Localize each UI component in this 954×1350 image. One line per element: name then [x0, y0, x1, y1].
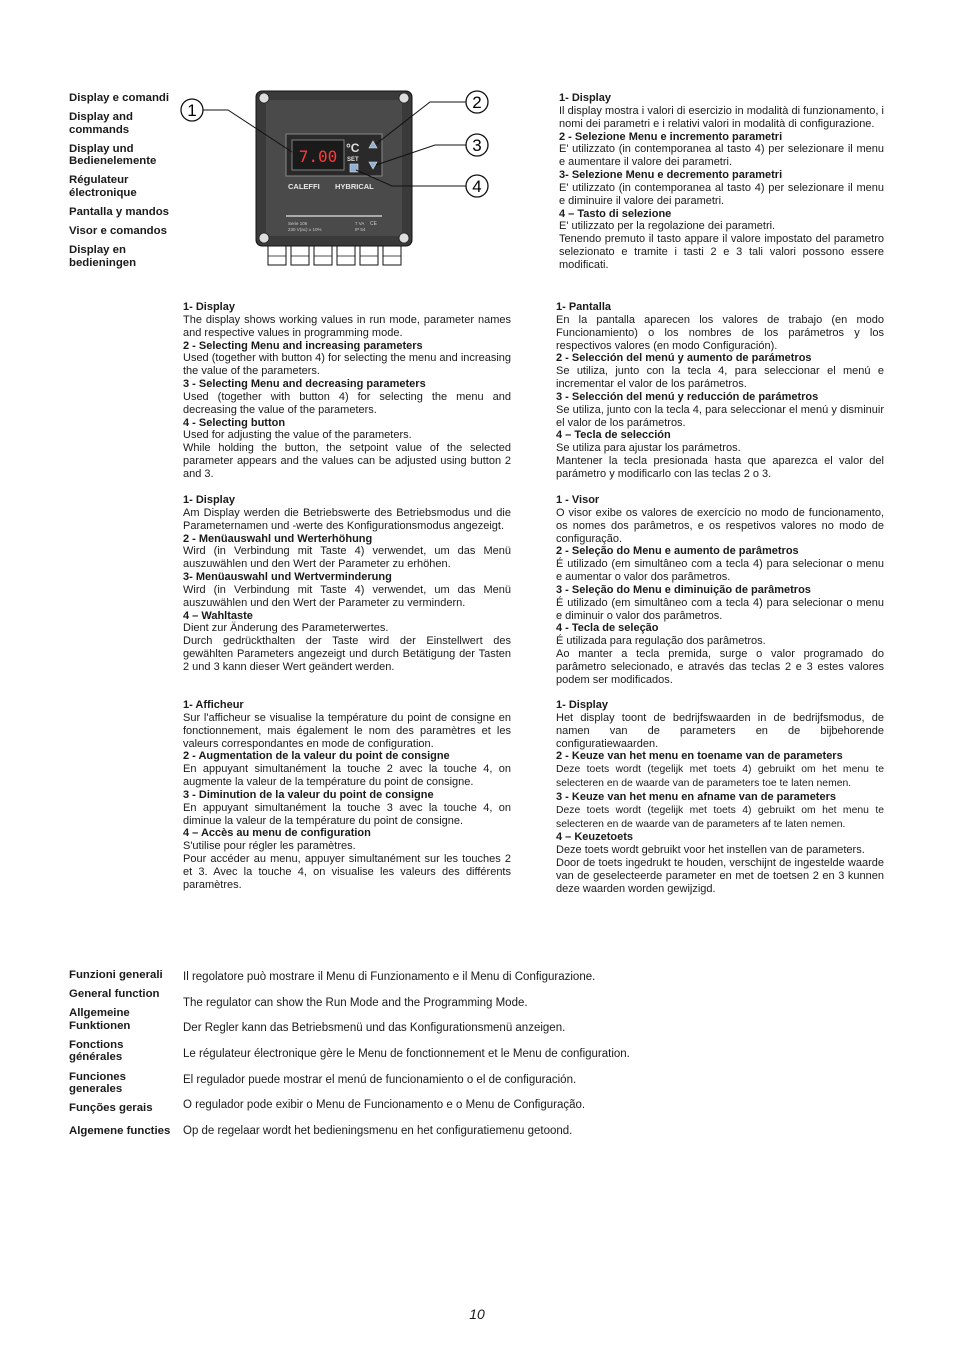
- nl-t2: Deze toets wordt (tegelijk met toets 4) gebruikt om het menu te selecteren en de waarde van de parameters toe te laten nemen.: [556, 764, 884, 790]
- fr-t3: En appuyant simultanément la touche 3 avec la touche 4, on diminue la valeur de la température du point de consigne.: [183, 801, 511, 827]
- nl-t3: Deze toets wordt (tegelijk met toets 4) gebruikt om het menu te selecteren en de waarde van de parameters af te laten nemen.: [556, 804, 884, 830]
- pt-t4: É utilizada para regulação dos parâmetros.: [556, 635, 766, 648]
- en-h4: 4 - Selecting button: [183, 416, 286, 429]
- nl-h3: 3 - Keuze van het menu en afname van de parameters: [556, 790, 836, 803]
- sidebar-display-labels: [69, 92, 179, 276]
- callout-4: 4: [472, 177, 482, 196]
- fr-t2: En appuyant simultanément la touche 2 avec la touche 4, on augmente la valeur de la température du point de consigne.: [183, 763, 511, 789]
- en-t4: Used for adjusting the value of the parameters.: [183, 429, 412, 442]
- label-display-en: Display and commands: [69, 111, 133, 136]
- plate-ip: IP 54: [355, 227, 366, 232]
- nl-t1: Het display toont de bedrijfswaarden in de bedrijfsmodus, de namen van de parameters en de bijbehorende configuratiewaarden.: [556, 711, 884, 750]
- section-en: [183, 301, 511, 481]
- callout-1: 1: [187, 101, 197, 120]
- it-h3: 3- Selezione Menu e decremento parametri: [559, 169, 783, 182]
- fr-h2: 2 - Augmentation de la valeur du point de consigne: [183, 750, 450, 763]
- nl-h4: 4 – Keuzetoets: [556, 831, 634, 844]
- it-t5: Tenendo premuto il tasto appare il valore impostato del parametro selezionato e tramite i tasti 2 e 3 tali valori possono essere modificati.: [559, 233, 884, 271]
- it-h1: 1- Display: [559, 92, 611, 104]
- label-general-it: Funzioni generali: [69, 969, 163, 981]
- section-it: [559, 92, 884, 272]
- pt-t3: É utilizado (em simultâneo com a tecla 4) para selecionar o menu e diminuir o valor dos parâmetros.: [556, 596, 884, 622]
- section-fr: [183, 699, 511, 892]
- en-h3: 3 - Selecting Menu and decreasing parameters: [183, 378, 426, 391]
- it-t3: E' utilizzato (in contemporanea al tasto 4) per selezionare il menu e diminuire il valore dei parametri.: [559, 181, 884, 207]
- general-en: The regulator can show the Run Mode and the Programming Mode.: [183, 996, 528, 1009]
- label-display-es: Pantalla y mandos: [69, 206, 170, 219]
- de-h3: 3- Menüauswahl und Wertverminderung: [183, 571, 392, 584]
- section-pt: [556, 494, 884, 687]
- lcd-value: 7.00: [298, 147, 338, 166]
- label-display-pt: Visor e comandos: [69, 225, 167, 238]
- it-h4: 4 – Tasto di selezione: [559, 207, 672, 220]
- label-general-en: General function: [69, 988, 160, 1001]
- plate-voltage: 230 V(ac) ± 10%: [288, 227, 322, 232]
- es-t4: Se utiliza para ajustar los parámetros.: [556, 442, 741, 455]
- es-t5: Mantener la tecla presionada hasta que aparezca el valor del parámetro y modificarlo con las teclas 2 o 3.: [556, 455, 884, 480]
- it-t2: E' utilizzato (in contemporanea al tasto 4) per selezionare il menu e aumentare il valore dei parametri.: [559, 143, 884, 169]
- de-h4: 4 – Wahltaste: [183, 609, 253, 622]
- label-display-nl: Display en bedieningen: [69, 244, 137, 269]
- it-t1: Il display mostra i valori di esercizio in modalità di funzionamento, i nomi dei parametri e i relativi valori in modalità di configurazione.: [559, 104, 884, 130]
- nl-t5: Door de toets ingedrukt te houden, verschijnt de ingestelde waarde van de geselecteerde parameter en met de toetsen 2 en 3 kunnen deze waarden worden gewijzigd.: [556, 857, 884, 895]
- en-t3: Used (together with button 4) for selecting the menu and decreasing the value of the parameters.: [183, 390, 511, 416]
- general-es: El regulador puede mostrar el menú de funcionamiento o el de configuración.: [183, 1073, 577, 1086]
- en-h1: 1- Display: [183, 301, 235, 313]
- fr-t4: S'utilise pour régler les paramètres.: [183, 840, 356, 853]
- en-t5: While holding the button, the setpoint value of the selected parameter appears and the values can be adjusted using button 2 and 3.: [183, 442, 511, 480]
- label-general-es: Funciones generales: [69, 1070, 126, 1096]
- general-function-text: [183, 970, 883, 1150]
- section-nl: [556, 699, 884, 896]
- it-h2: 2 - Selezione Menu e incremento parametri: [559, 130, 783, 143]
- label-general-pt: Funções gerais: [69, 1102, 153, 1115]
- set-label: SET: [347, 157, 359, 163]
- nl-t4: Deze toets wordt gebruikt voor het instellen van de parameters.: [556, 844, 865, 857]
- label-general-fr: Fonctions générales: [69, 1038, 124, 1064]
- label-display-it: Display e comandi: [69, 92, 170, 104]
- de-t2: Wird (in Verbindung mit Taste 4) verwendet, um das Menü auszuwählen und den Wert der Parameter zu erhöhen.: [183, 545, 511, 571]
- en-h2: 2 - Selecting Menu and increasing parameters: [183, 339, 423, 352]
- de-t4: Dient zur Änderung des Parameterwertes.: [183, 622, 389, 635]
- product-logo: HYBRICAL: [335, 182, 374, 191]
- es-t2: Se utiliza, junto con la tecla 4, para seleccionar el menú e incrementar el valor de los parámetros.: [556, 365, 884, 391]
- section-de: [183, 494, 511, 674]
- plate-mark: CE: [370, 221, 377, 227]
- callout-3: 3: [472, 136, 482, 155]
- pt-h3: 3 - Seleção do Menu e diminuição de parâmetros: [556, 583, 811, 596]
- de-t3: Wird (in Verbindung mit Taste 4) verwendet, um das Menü auszuwählen und den Wert der Parameter zu vermindern.: [183, 583, 511, 609]
- es-t3: Se utiliza, junto con la tecla 4, para seleccionar el menú y disminuir el valor de los parámetros.: [556, 403, 884, 429]
- nl-h2: 2 - Keuze van het menu en toename van de parameters: [556, 750, 843, 763]
- pt-t1: O visor exibe os valores de exercício no modo de funcionamento, os nomes dos parâmetros, e os respetivos valores no modo de configuração.: [556, 506, 884, 545]
- plate-series: Serie 106: [288, 221, 308, 226]
- cable-glands: [268, 246, 401, 265]
- section-es: [556, 301, 884, 481]
- sidebar-general-labels: [69, 969, 179, 1144]
- de-t5: Durch gedrückthalten der Taste wird der Einstellwert des gewählten Parameters angezeigt und durch Betätigung der Tasten 2 und 3 kann dieser Wert geändert werden.: [183, 635, 511, 673]
- fr-h4: 4 – Accès au menu de configuration: [183, 827, 371, 840]
- general-fr: Le régulateur électronique gère le Menu de fonctionnement et le Menu de configuration.: [183, 1048, 630, 1061]
- en-t1: The display shows working values in run mode, parameter names and respective values in programming mode.: [183, 313, 511, 339]
- es-h4: 4 – Tecla de selección: [556, 429, 671, 442]
- es-t1: En la pantalla aparecen los valores de trabajo (en modo Funcionamiento) o los nombres de los parámetros y los respectivos valores (en modo Configuración).: [556, 313, 884, 352]
- page-number: 10: [469, 1306, 485, 1322]
- plate-power: 7 VA: [355, 221, 365, 226]
- label-display-fr: Régulateur électronique: [69, 174, 137, 200]
- de-h1: 1- Display: [183, 494, 235, 506]
- en-t2: Used (together with button 4) for selecting the menu and increasing the value of the parameters.: [183, 352, 511, 378]
- general-it: Il regolatore può mostrare il Menu di Funzionamento e il Menu di Configurazione.: [183, 971, 596, 983]
- pt-h2: 2 - Seleção do Menu e aumento de parâmetros: [556, 545, 799, 558]
- general-de: Der Regler kann das Betriebsmenü und das Konfigurationsmenü anzeigen.: [183, 1022, 566, 1035]
- general-pt: O regulador pode exibir o Menu de Funcionamento e o Menu de Configuração.: [183, 1099, 586, 1112]
- pt-h4: 4 - Tecla de seleção: [556, 622, 659, 635]
- nl-h1: 1- Display: [556, 699, 608, 711]
- de-h2: 2 - Menüauswahl und Werterhöhung: [183, 532, 373, 545]
- pt-t2: É utilizado (em simultâneo com a tecla 4) para selecionar o menu e aumentar o valor dos parâmetros.: [556, 558, 884, 584]
- controller-illustration: [170, 86, 500, 276]
- fr-h1: 1- Afficheur: [183, 699, 244, 711]
- it-t4: E' utilizzato per la regolazione dei parametri.: [559, 220, 776, 233]
- pt-h1: 1 - Visor: [556, 494, 600, 506]
- label-display-de: Display und Bedienelemente: [69, 142, 157, 168]
- de-t1: Am Display werden die Betriebswerte des Betriebsmodus und die Parameternamen und -werte des Konfigurationsmodus angezeigt.: [183, 506, 511, 532]
- fr-t5: Pour accéder au menu, appuyer simultanément sur les touches 2 et 3. Avec la touche 4, on visualise les valeurs des différents paramètres.: [183, 853, 511, 891]
- es-h2: 2 - Selección del menú y aumento de parámetros: [556, 352, 812, 365]
- unit-label: °C: [346, 141, 360, 155]
- fr-h3: 3 - Diminution de la valeur du point de consigne: [183, 788, 434, 801]
- es-h1: 1- Pantalla: [556, 301, 612, 313]
- label-general-de: Allgemeine Funktionen: [69, 1007, 131, 1032]
- label-general-nl: Algemene functies: [69, 1124, 171, 1137]
- callout-2: 2: [472, 93, 482, 112]
- pt-t5: Ao manter a tecla premida, surge o valor programado do parâmetro selecionado, e através das teclas 2 e 3 estes valores podem ser modificados.: [556, 648, 884, 686]
- general-nl: Op de regelaar wordt het bedieningsmenu en het configuratiemenu getoond.: [183, 1125, 573, 1138]
- es-h3: 3 - Selección del menú y reducción de parámetros: [556, 390, 819, 403]
- fr-t1: Sur l'afficheur se visualise la température du point de consigne en fonctionnement, mais également le nom des paramètres et les valeurs correspondantes en mode de configuration.: [183, 711, 511, 750]
- brand-logo: CALEFFI: [288, 182, 320, 191]
